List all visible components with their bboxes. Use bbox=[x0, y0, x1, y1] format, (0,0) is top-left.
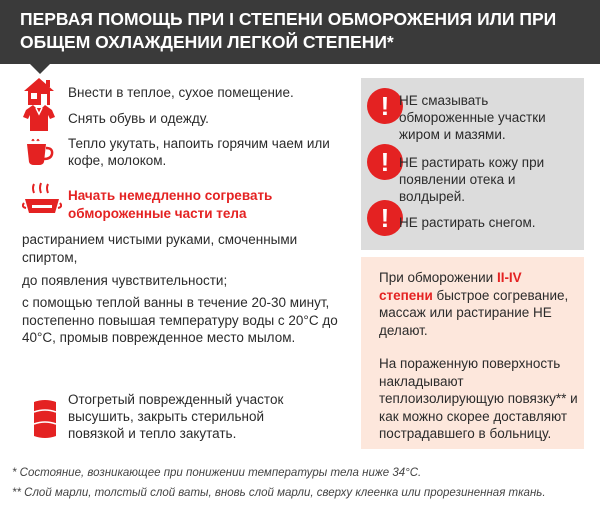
severe-text-after: быстрое согревание, массаж или растирание НЕ делают. bbox=[379, 287, 569, 338]
exclamation-icon: ! bbox=[367, 200, 403, 236]
warming-paragraph-2: до появления чувствительности; bbox=[22, 273, 228, 288]
shirt-icon bbox=[22, 103, 56, 133]
step-text: Внести в теплое, сухое помещение. bbox=[68, 85, 294, 100]
warming-paragraph-1: растиранием чистыми руками, смоченными спиртом, bbox=[22, 232, 298, 265]
warning-text: НЕ растирать кожу при появлении отека и волдырей. bbox=[399, 155, 545, 204]
step-remove-clothes bbox=[22, 103, 332, 133]
exclamation-icon: ! bbox=[367, 144, 403, 180]
step-wrap-warm bbox=[22, 133, 332, 171]
step-text: Тепло укутать, напоить горячим чаем или кофе, молоком. bbox=[68, 136, 330, 168]
severe-paragraph-1 bbox=[379, 269, 579, 339]
severe-degree-panel bbox=[361, 257, 584, 449]
severe-text-before: При обморожении bbox=[379, 270, 497, 285]
header-notch bbox=[30, 64, 50, 74]
warming-bowl-icon bbox=[22, 181, 62, 219]
footnote-bandage: ** Слой марли, толстый слой ваты, вновь слой марли, сверху клеенка или прорезиненная ткань. bbox=[12, 487, 546, 499]
severe-paragraph-2: На пораженную поверхность накладывают теплоизолирующую повязку** и как можно скорее доставляют пострадавшего в больницу. bbox=[379, 356, 578, 441]
step-text: Снять обувь и одежду. bbox=[68, 111, 209, 126]
warning-text: НЕ растирать снегом. bbox=[399, 215, 536, 230]
bandage-icon bbox=[30, 398, 60, 440]
warming-title: Начать немедленно согревать обмороженные части тела bbox=[68, 188, 273, 221]
cup-icon bbox=[22, 138, 56, 168]
page-title: ПЕРВАЯ ПОМОЩЬ ПРИ I СТЕПЕНИ ОБМОРОЖЕНИЯ ИЛИ ПРИ ОБЩЕМ ОХЛАЖДЕНИИ ЛЕГКОЙ СТЕПЕНИ* bbox=[20, 9, 557, 52]
warnings-panel bbox=[361, 78, 584, 250]
severe-degree-highlight: II-IV степени bbox=[379, 270, 522, 303]
step-bandage bbox=[22, 388, 332, 448]
warning-text: НЕ смазывать обмороженные участки жиром и мазями. bbox=[399, 93, 546, 142]
step-text: Отогретый поврежденный участок высушить, закрыть стерильной повязкой и тепло закутать. bbox=[68, 392, 284, 441]
exclamation-icon: ! bbox=[367, 88, 403, 124]
header-banner bbox=[0, 0, 600, 64]
footnote-state: * Состояние, возникающее при понижении температуры тела ниже 34°С. bbox=[12, 467, 422, 479]
warming-paragraph-3: с помощью теплой ванны в течение 20-30 минут, постепенно повышая температуру воды с 20°C до 40°C, промыв поврежденное место мылом. bbox=[22, 295, 338, 345]
